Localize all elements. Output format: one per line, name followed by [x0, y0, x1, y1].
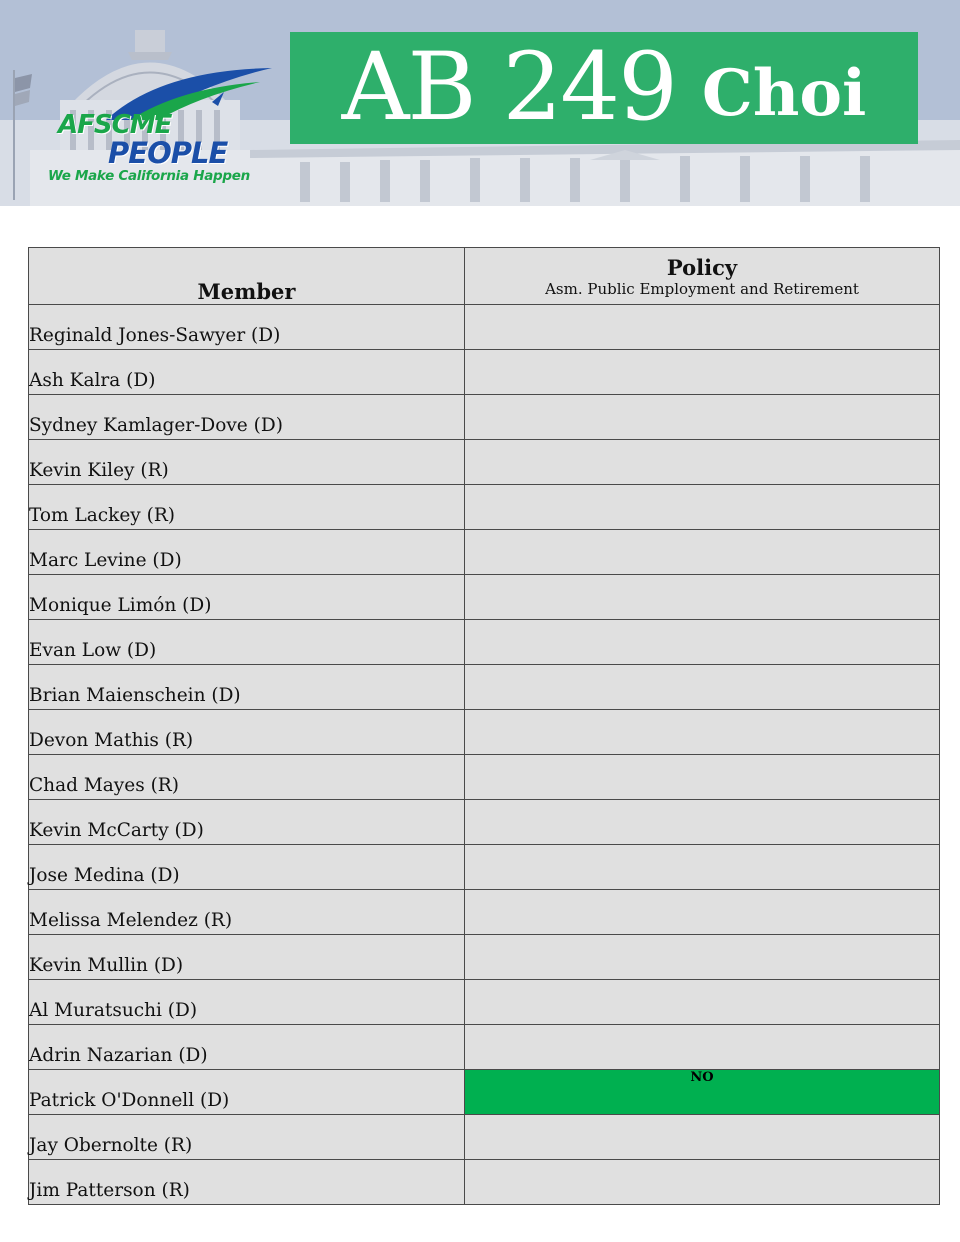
- table-header-row: [29, 248, 940, 305]
- member-name: Jose Medina (D): [29, 845, 465, 890]
- bill-number: AB 249: [341, 33, 676, 142]
- member-name: Reginald Jones-Sawyer (D): [29, 305, 465, 350]
- table-row: [29, 800, 940, 845]
- vote-cell: [465, 980, 940, 1025]
- table-row: [29, 1115, 940, 1160]
- vote-cell: [465, 845, 940, 890]
- vote-cell: [465, 935, 940, 980]
- vote-cell: [465, 620, 940, 665]
- vote-table: [28, 247, 940, 1205]
- policy-column-header: [465, 248, 940, 305]
- table-row: [29, 440, 940, 485]
- vote-cell: [465, 575, 940, 620]
- member-name: Monique Limón (D): [29, 575, 465, 620]
- member-name: Adrin Nazarian (D): [29, 1025, 465, 1070]
- table-row: [29, 845, 940, 890]
- vote-cell: [465, 665, 940, 710]
- member-name: Jim Patterson (R): [29, 1160, 465, 1205]
- member-name: Tom Lackey (R): [29, 485, 465, 530]
- member-name: Sydney Kamlager-Dove (D): [29, 395, 465, 440]
- vote-rows: [29, 305, 940, 1205]
- table-row: [29, 755, 940, 800]
- member-name: Jay Obernolte (R): [29, 1115, 465, 1160]
- table-row: [29, 665, 940, 710]
- policy-title: Policy: [666, 255, 738, 280]
- member-name: Al Muratsuchi (D): [29, 980, 465, 1025]
- table-row: [29, 1070, 940, 1115]
- member-name: Devon Mathis (R): [29, 710, 465, 755]
- table-row: [29, 350, 940, 395]
- logo-tagline: We Make California Happen: [48, 168, 250, 184]
- table-row: [29, 485, 940, 530]
- member-name: Kevin McCarty (D): [29, 800, 465, 845]
- table-row: [29, 575, 940, 620]
- vote-cell: [465, 710, 940, 755]
- bill-title-box: [290, 32, 918, 144]
- vote-cell: [465, 1025, 940, 1070]
- vote-cell: [465, 1160, 940, 1205]
- vote-cell: [465, 485, 940, 530]
- member-name: Melissa Melendez (R): [29, 890, 465, 935]
- member-name: Chad Mayes (R): [29, 755, 465, 800]
- table-row: [29, 710, 940, 755]
- vote-cell: [465, 800, 940, 845]
- table-row: [29, 395, 940, 440]
- afscme-people-logo: [40, 62, 280, 192]
- table-row: [29, 935, 940, 980]
- table-row: [29, 305, 940, 350]
- table-row: [29, 1025, 940, 1070]
- header-banner: [0, 0, 960, 206]
- member-name: Patrick O'Donnell (D): [29, 1070, 465, 1115]
- member-name: Ash Kalra (D): [29, 350, 465, 395]
- vote-cell: [465, 890, 940, 935]
- policy-committee: Asm. Public Employment and Retirement: [545, 280, 859, 298]
- logo-afscme-text: AFSCME: [58, 110, 172, 140]
- vote-cell: [465, 395, 940, 440]
- logo-people-text: PEOPLE: [108, 136, 228, 170]
- member-name: Kevin Kiley (R): [29, 440, 465, 485]
- vote-cell: [465, 1115, 940, 1160]
- table-row: [29, 890, 940, 935]
- vote-cell: [465, 440, 940, 485]
- member-name: Brian Maienschein (D): [29, 665, 465, 710]
- vote-cell: [465, 530, 940, 575]
- member-column-header: Member: [29, 248, 465, 305]
- vote-cell: [465, 350, 940, 395]
- table-row: [29, 980, 940, 1025]
- table-row: [29, 620, 940, 665]
- member-name: Kevin Mullin (D): [29, 935, 465, 980]
- member-name: Evan Low (D): [29, 620, 465, 665]
- vote-cell: [465, 305, 940, 350]
- table-row: [29, 530, 940, 575]
- bill-author: Choi: [701, 56, 867, 131]
- vote-cell-no: NO: [465, 1070, 940, 1115]
- member-name: Marc Levine (D): [29, 530, 465, 575]
- vote-cell: [465, 755, 940, 800]
- table-row: [29, 1160, 940, 1205]
